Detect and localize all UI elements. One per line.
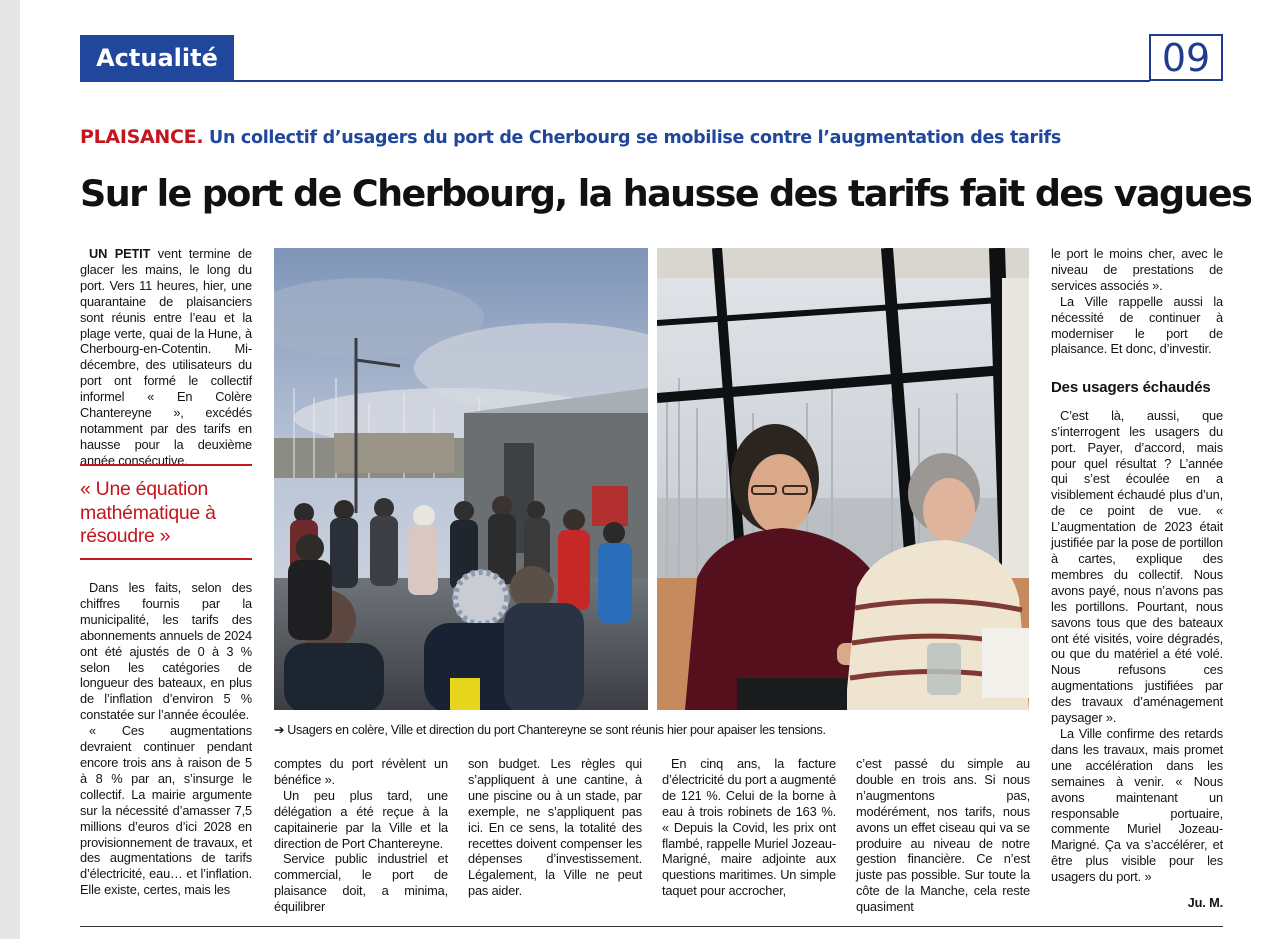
section-subhead: Des usagers échaudés xyxy=(1051,379,1211,397)
body-paragraph: comptes du port révèlent un bénéfice ». xyxy=(274,756,448,787)
section-rubric: Actualité xyxy=(80,35,234,82)
intro-paragraph xyxy=(80,246,252,469)
pull-quote-box xyxy=(80,464,252,560)
body-column-2 xyxy=(274,756,448,915)
kicker-text: Un collectif d’usagers du port de Cherbourg se mobilise contre l’augmentation des tarifs xyxy=(209,128,1061,148)
body-paragraph: « Ces augmentations devraient continuer pendant encore trois ans à raison de 5 à 8 % par an, s’insurge le collectif. La mairie argumente sur la nécessité d’amasser 7,5 millions d’euros d’ici 2028 en provisionnement de travaux, et des augmentations de tarifs d’électricité, eau… et l’inflation. Elle existe, certes, mais les xyxy=(80,723,252,898)
body-paragraph: La Ville rappelle aussi la nécessité de continuer à moderniser le port de plaisance. Et donc, d’investir. xyxy=(1051,293,1223,357)
caption-arrow-icon: ➔ xyxy=(274,722,285,737)
pull-quote: « Une équation mathématique à résoudre » xyxy=(80,478,216,547)
body-column-1 xyxy=(80,580,252,898)
intro-text: vent termine de glacer les mains, le long du port. Vers 11 heures, hier, une quarantaine de plaisanciers sont réunis entre l’eau et la plage verte, quai de la Hune, à Cherbourg-en-Cotentin. Mi-décembre, des utilisateurs du port ont formé le collectif informel « En Colère Chantereyne », excédés notamment par des tarifs en hausse pour la deuxième année consécutive. xyxy=(80,246,252,468)
body-column-4 xyxy=(662,756,836,899)
footer-rule xyxy=(80,926,1223,927)
photo-port-gathering xyxy=(274,248,648,710)
kicker-label: PLAISANCE. xyxy=(80,126,204,148)
body-paragraph: c’est passé du simple au double en trois ans. Si nous n’augmentons pas, modérément, nos tarifs, nous avons un effet ciseau qui va se produire au niveau de notre gestion financière. Ce n’est juste pas possible. Sur toute la côte de la Manche, cela reste quasiment xyxy=(856,756,1030,915)
intro-column xyxy=(80,246,252,469)
intro-lead: UN PETIT xyxy=(89,246,151,261)
article-headline: Sur le port de Cherbourg, la hausse des tarifs fait des vagues xyxy=(80,172,1252,215)
body-paragraph: La Ville confirme des retards dans les travaux, mais promet une accélération dans les semaines à venir. « Nous avons maintenant un responsable portuaire, commente Muriel Jozeau-Marigné. Ça va s’accélérer, et être plus visible pour les usagers du port. » xyxy=(1051,725,1223,885)
body-paragraph: En cinq ans, la facture d’électricité du port a augmenté de 121 %. Celui de la borne à eau à trois robinets de 163 %. « Depuis la Covid, les prix ont flambé, rappelle Muriel Jozeau-Marigné, maire adjointe aux questions maritimes. Un simple taquet pour accrocher, xyxy=(662,756,836,899)
author-signature: Ju. M. xyxy=(1187,895,1223,911)
caption-text: Usagers en colère, Ville et direction du port Chantereyne se sont réunis hier pour apaiser les tensions. xyxy=(287,723,826,737)
body-paragraph: le port le moins cher, avec le niveau de prestations de services associés ». xyxy=(1051,246,1223,293)
body-column-5 xyxy=(856,756,1030,915)
page-number: 09 xyxy=(1149,34,1223,81)
photo-meeting-capitainerie xyxy=(657,248,1029,710)
photo-caption xyxy=(274,722,1030,738)
body-paragraph: son budget. Les règles qui s’appliquent à une cantine, à une piscine ou à un stade, par exemple, ne s’appliquent pas ici. En ce sens, la totalité des recettes doivent compenser les dépenses d’investissement. Légalement, la Ville ne peut pas aider. xyxy=(468,756,642,899)
kicker xyxy=(80,126,1061,148)
body-paragraph: Un peu plus tard, une délégation a été reçue à la capitainerie par la Ville et la direction de Port Chantereyne. xyxy=(274,787,448,851)
body-column-6 xyxy=(1051,246,1223,911)
body-column-3 xyxy=(468,756,642,899)
header-rule xyxy=(80,80,1150,82)
body-paragraph: Dans les faits, selon des chiffres fournis par la municipalité, les tarifs des abonnements annuels de 2024 ont été ajustés de 0 à 3 % selon les catégories de longueur des bateaux, en plus de l’inflation d’environ 5 % constatée sur l’année écoulée. xyxy=(80,580,252,723)
body-paragraph: Service public industriel et commercial, le port de plaisance doit, a minima, équilibrer xyxy=(274,851,448,915)
body-paragraph: C’est là, aussi, que s’interrogent les usagers du port. Payer, d’accord, mais pour quel résultat ? L’année qui s’est écoulée en a visiblement échaudé plus d’un, de ce point de vue. « L’augmentation de 2023 était justifiée par la pose de portillon à cartes, explique des membres du collectif. Nous avons payé, nous n’avons pas les portillons. Pourtant, nous savons tous que des bateaux ont été visités, voire dégradés, ou que du matériel a été volé. Nous refusons ces augmentations justifiées par des travaux d’aménagement paysager ». xyxy=(1051,407,1223,726)
